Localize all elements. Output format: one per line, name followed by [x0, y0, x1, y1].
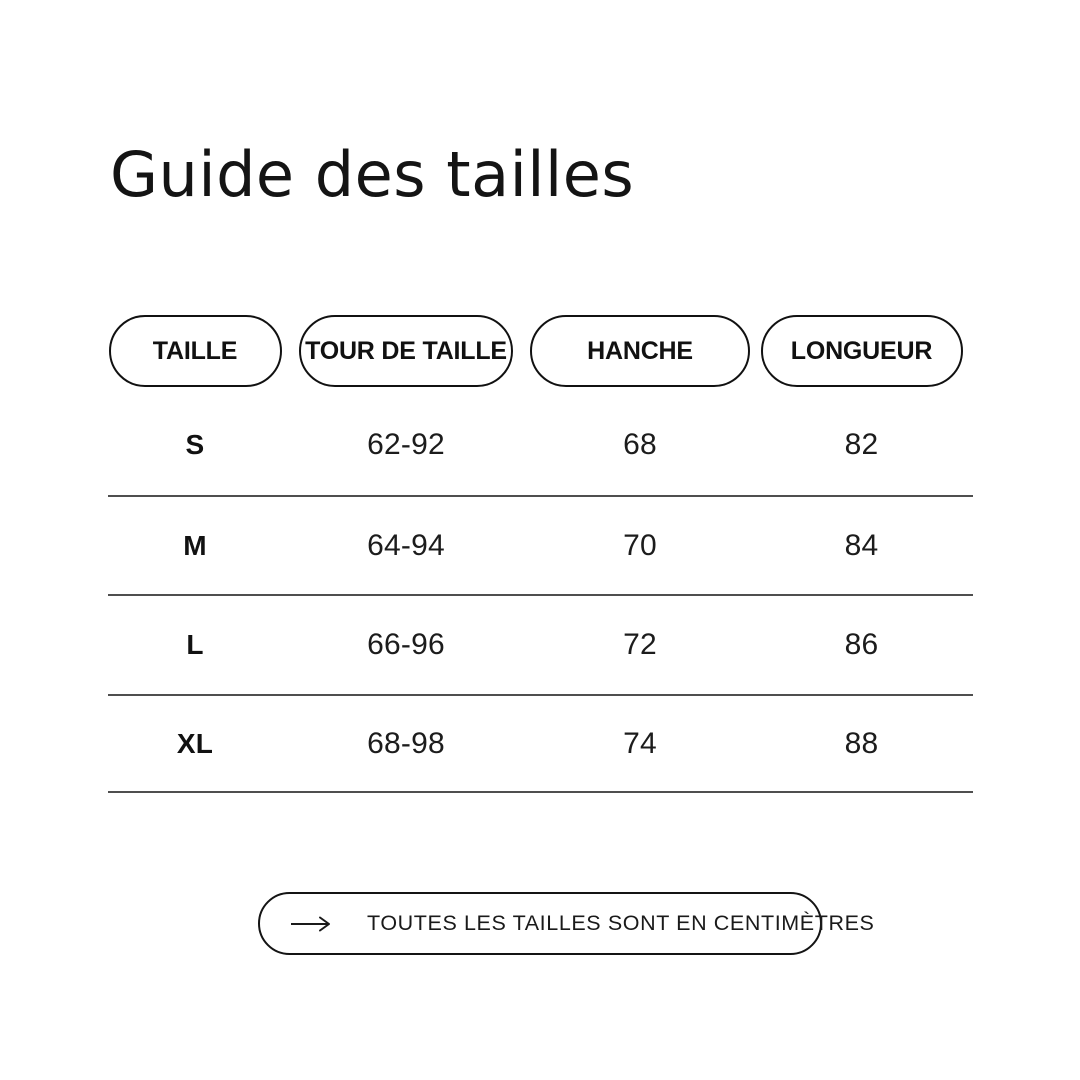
page-title: Guide des tailles — [110, 138, 635, 211]
column-header-label: LONGUEUR — [790, 336, 933, 365]
size-cell: M — [183, 529, 207, 561]
hanche-cell: 70 — [623, 528, 657, 562]
tour-de-taille-cell: 64-94 — [367, 528, 445, 562]
hanche-cell: 74 — [623, 726, 657, 760]
right-arrow-icon — [290, 915, 332, 933]
column-header-pill-tour-de-taille — [299, 315, 513, 387]
size-cell: S — [185, 429, 205, 460]
longueur-cell: 88 — [844, 726, 879, 760]
table-row-l — [108, 596, 973, 696]
hanche-cell: 72 — [623, 628, 657, 661]
tour-de-taille-cell: 66-96 — [367, 628, 445, 661]
column-header-pill-longueur — [761, 315, 963, 387]
longueur-cell: 86 — [844, 628, 879, 661]
column-header-label: TOUR DE TAILLE — [305, 336, 507, 365]
column-header-label: TAILLE — [152, 336, 238, 365]
size-cell: L — [186, 629, 204, 660]
tour-de-taille-cell: 68-98 — [367, 726, 445, 760]
longueur-cell: 82 — [844, 428, 879, 461]
column-header-label: HANCHE — [587, 336, 693, 365]
table-row-s — [108, 387, 973, 497]
table-header-row — [108, 315, 973, 387]
units-note-badge — [258, 892, 875, 955]
column-header-pill-taille — [109, 315, 282, 387]
table-row-xl — [108, 696, 973, 793]
hanche-cell: 68 — [623, 428, 657, 461]
size-cell: XL — [176, 727, 214, 759]
longueur-cell: 84 — [844, 528, 879, 562]
tour-de-taille-cell: 62-92 — [367, 428, 445, 461]
units-note-text: TOUTES LES TAILLES SONT EN CENTIMÈTRES — [367, 911, 875, 935]
table-row-m — [108, 497, 973, 596]
size-table — [108, 315, 973, 793]
column-header-pill-hanche — [530, 315, 750, 387]
